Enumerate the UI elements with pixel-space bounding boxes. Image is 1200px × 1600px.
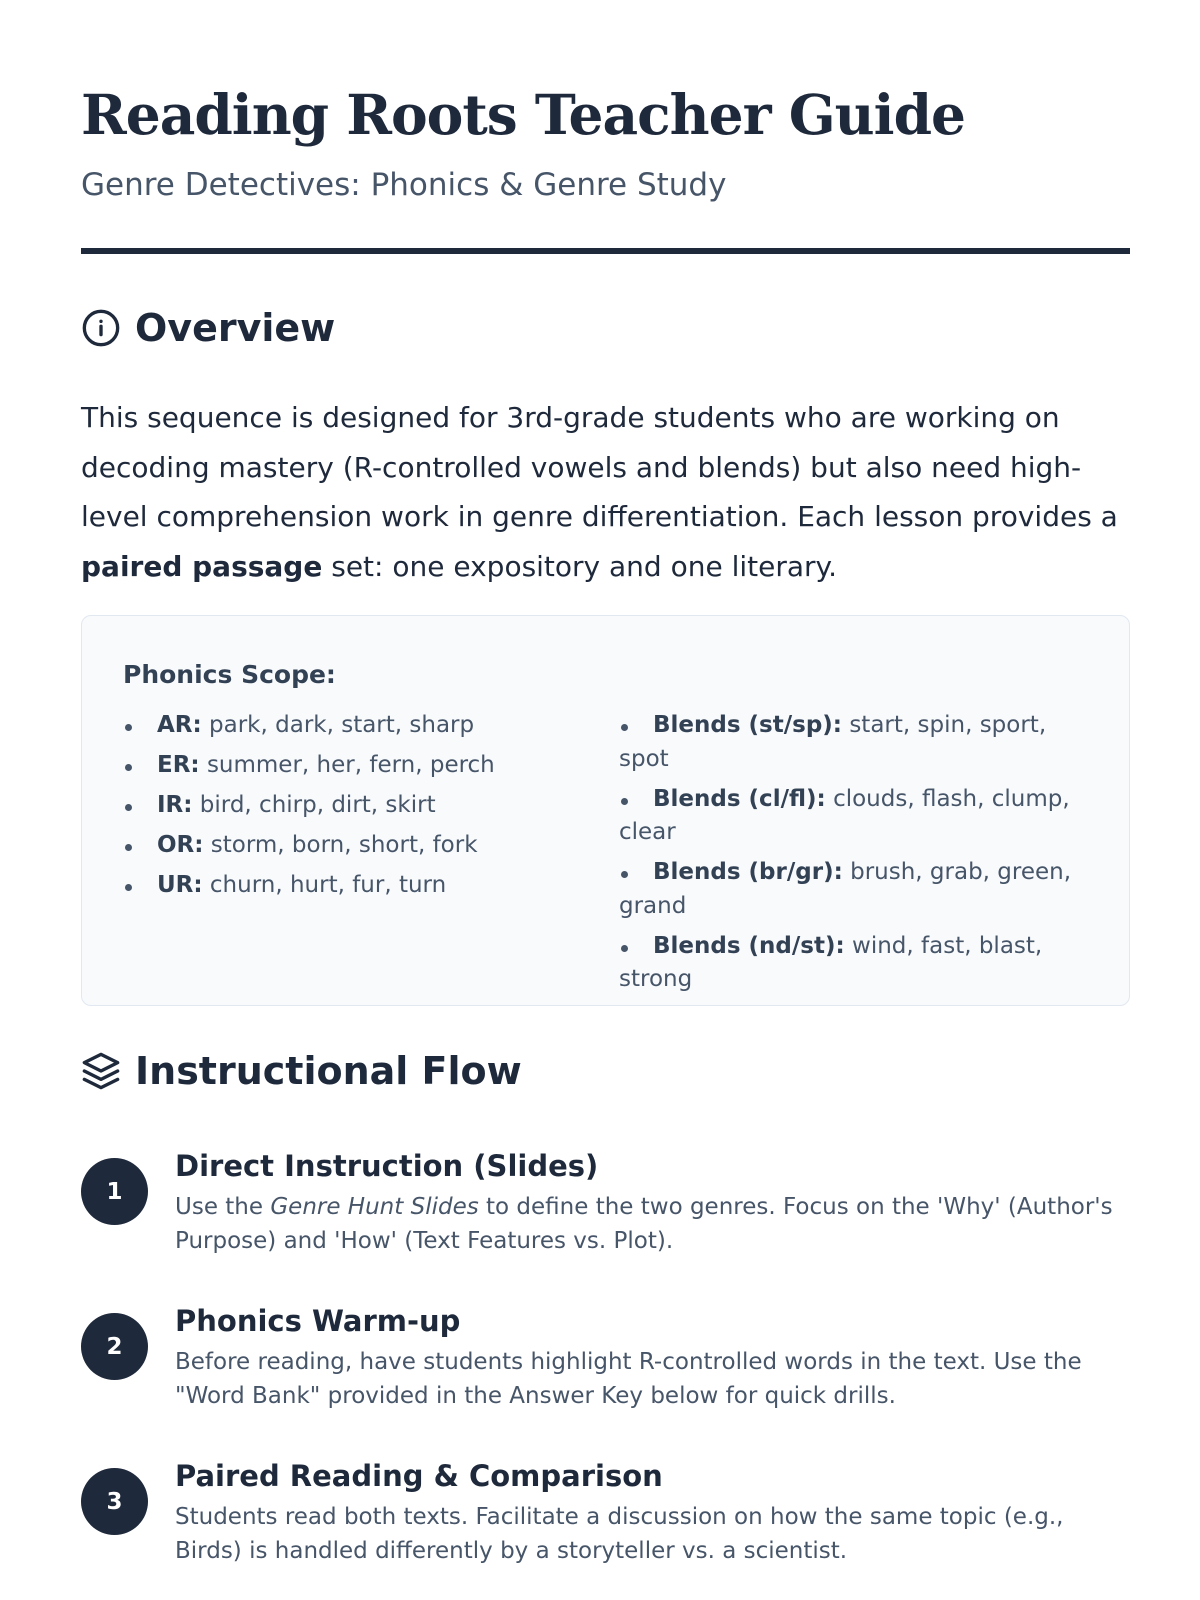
phonics-words: brush, grab, green, grand <box>619 859 1072 919</box>
overview-paragraph <box>81 393 1141 591</box>
list-item <box>619 930 1079 997</box>
step-number-badge: 3 <box>81 1468 148 1535</box>
overview-text-bold: paired passage <box>81 549 323 583</box>
list-item <box>619 856 1079 923</box>
step-description: Before reading, have students highlight R-controlled words in the text. Use the "Word Bank" provided in the Answer Key below for quick drills. <box>175 1349 1082 1409</box>
phonics-words: park, dark, start, sharp <box>209 712 475 738</box>
list-item <box>619 783 1079 850</box>
step-title: Direct Instruction (Slides) <box>175 1149 599 1183</box>
header-divider <box>81 248 1130 254</box>
info-icon <box>81 308 121 348</box>
phonics-label: AR: <box>157 712 202 738</box>
step-text-end: to define the two genres. Focus on the 'Why' (Author's Purpose) and 'How' (Text Features vs. Plot). <box>175 1194 1113 1254</box>
list-item <box>123 709 583 743</box>
layers-icon <box>81 1051 121 1091</box>
list-item <box>619 709 1079 776</box>
phonics-vowels-list <box>123 709 583 909</box>
step-number-badge: 1 <box>81 1158 148 1225</box>
flow-heading <box>81 1049 522 1093</box>
list-item <box>123 829 583 863</box>
overview-title: Overview <box>135 306 336 350</box>
list-item <box>123 749 583 783</box>
flow-title: Instructional Flow <box>135 1049 522 1093</box>
step-description <box>175 1191 1135 1258</box>
page-title: Reading Roots Teacher Guide <box>81 82 966 147</box>
step-text-italic: Genre Hunt Slides <box>270 1194 479 1220</box>
phonics-words: bird, chirp, dirt, skirt <box>199 792 436 818</box>
phonics-label: Blends (cl/fl): <box>653 785 826 812</box>
phonics-label: UR: <box>157 872 203 898</box>
phonics-label: Blends (st/sp): <box>653 712 843 738</box>
phonics-words: start, spin, sport, spot <box>619 712 1047 772</box>
overview-text-start: This sequence is designed for 3rd-grade students who are working on decoding mastery (R-controlled vowels and blends) but also need high-level comprehension work in genre differentiation. Each lesson provides a <box>81 401 1118 533</box>
phonics-words: wind, fast, blast, strong <box>619 932 1043 992</box>
phonics-label: ER: <box>157 752 200 778</box>
overview-heading <box>81 306 335 350</box>
phonics-words: summer, her, fern, perch <box>206 752 495 778</box>
step-title: Paired Reading & Comparison <box>175 1459 663 1493</box>
phonics-scope-box <box>81 615 1130 1006</box>
step-number-badge: 2 <box>81 1313 148 1380</box>
phonics-label: Blends (nd/st): <box>653 932 845 959</box>
phonics-label: IR: <box>157 792 193 818</box>
step-text-start: Use the <box>175 1194 271 1220</box>
phonics-label: OR: <box>157 832 204 858</box>
phonics-words: clouds, flash, clump, clear <box>619 785 1070 845</box>
list-item <box>123 789 583 823</box>
phonics-words: storm, born, short, fork <box>210 832 478 858</box>
phonics-scope-title: Phonics Scope: <box>123 660 336 689</box>
phonics-words: churn, hurt, fur, turn <box>209 872 447 898</box>
step-title: Phonics Warm-up <box>175 1304 461 1338</box>
overview-text-end: set: one expository and one literary. <box>322 549 838 583</box>
phonics-blends-list <box>619 709 1079 1003</box>
page-subtitle: Genre Detectives: Phonics & Genre Study <box>81 167 727 203</box>
phonics-label: Blends (br/gr): <box>653 859 843 885</box>
list-item <box>123 869 583 903</box>
step-description: Students read both texts. Facilitate a discussion on how the same topic (e.g., Birds) is handled differently by a storyteller vs. a scientist. <box>175 1504 1064 1564</box>
